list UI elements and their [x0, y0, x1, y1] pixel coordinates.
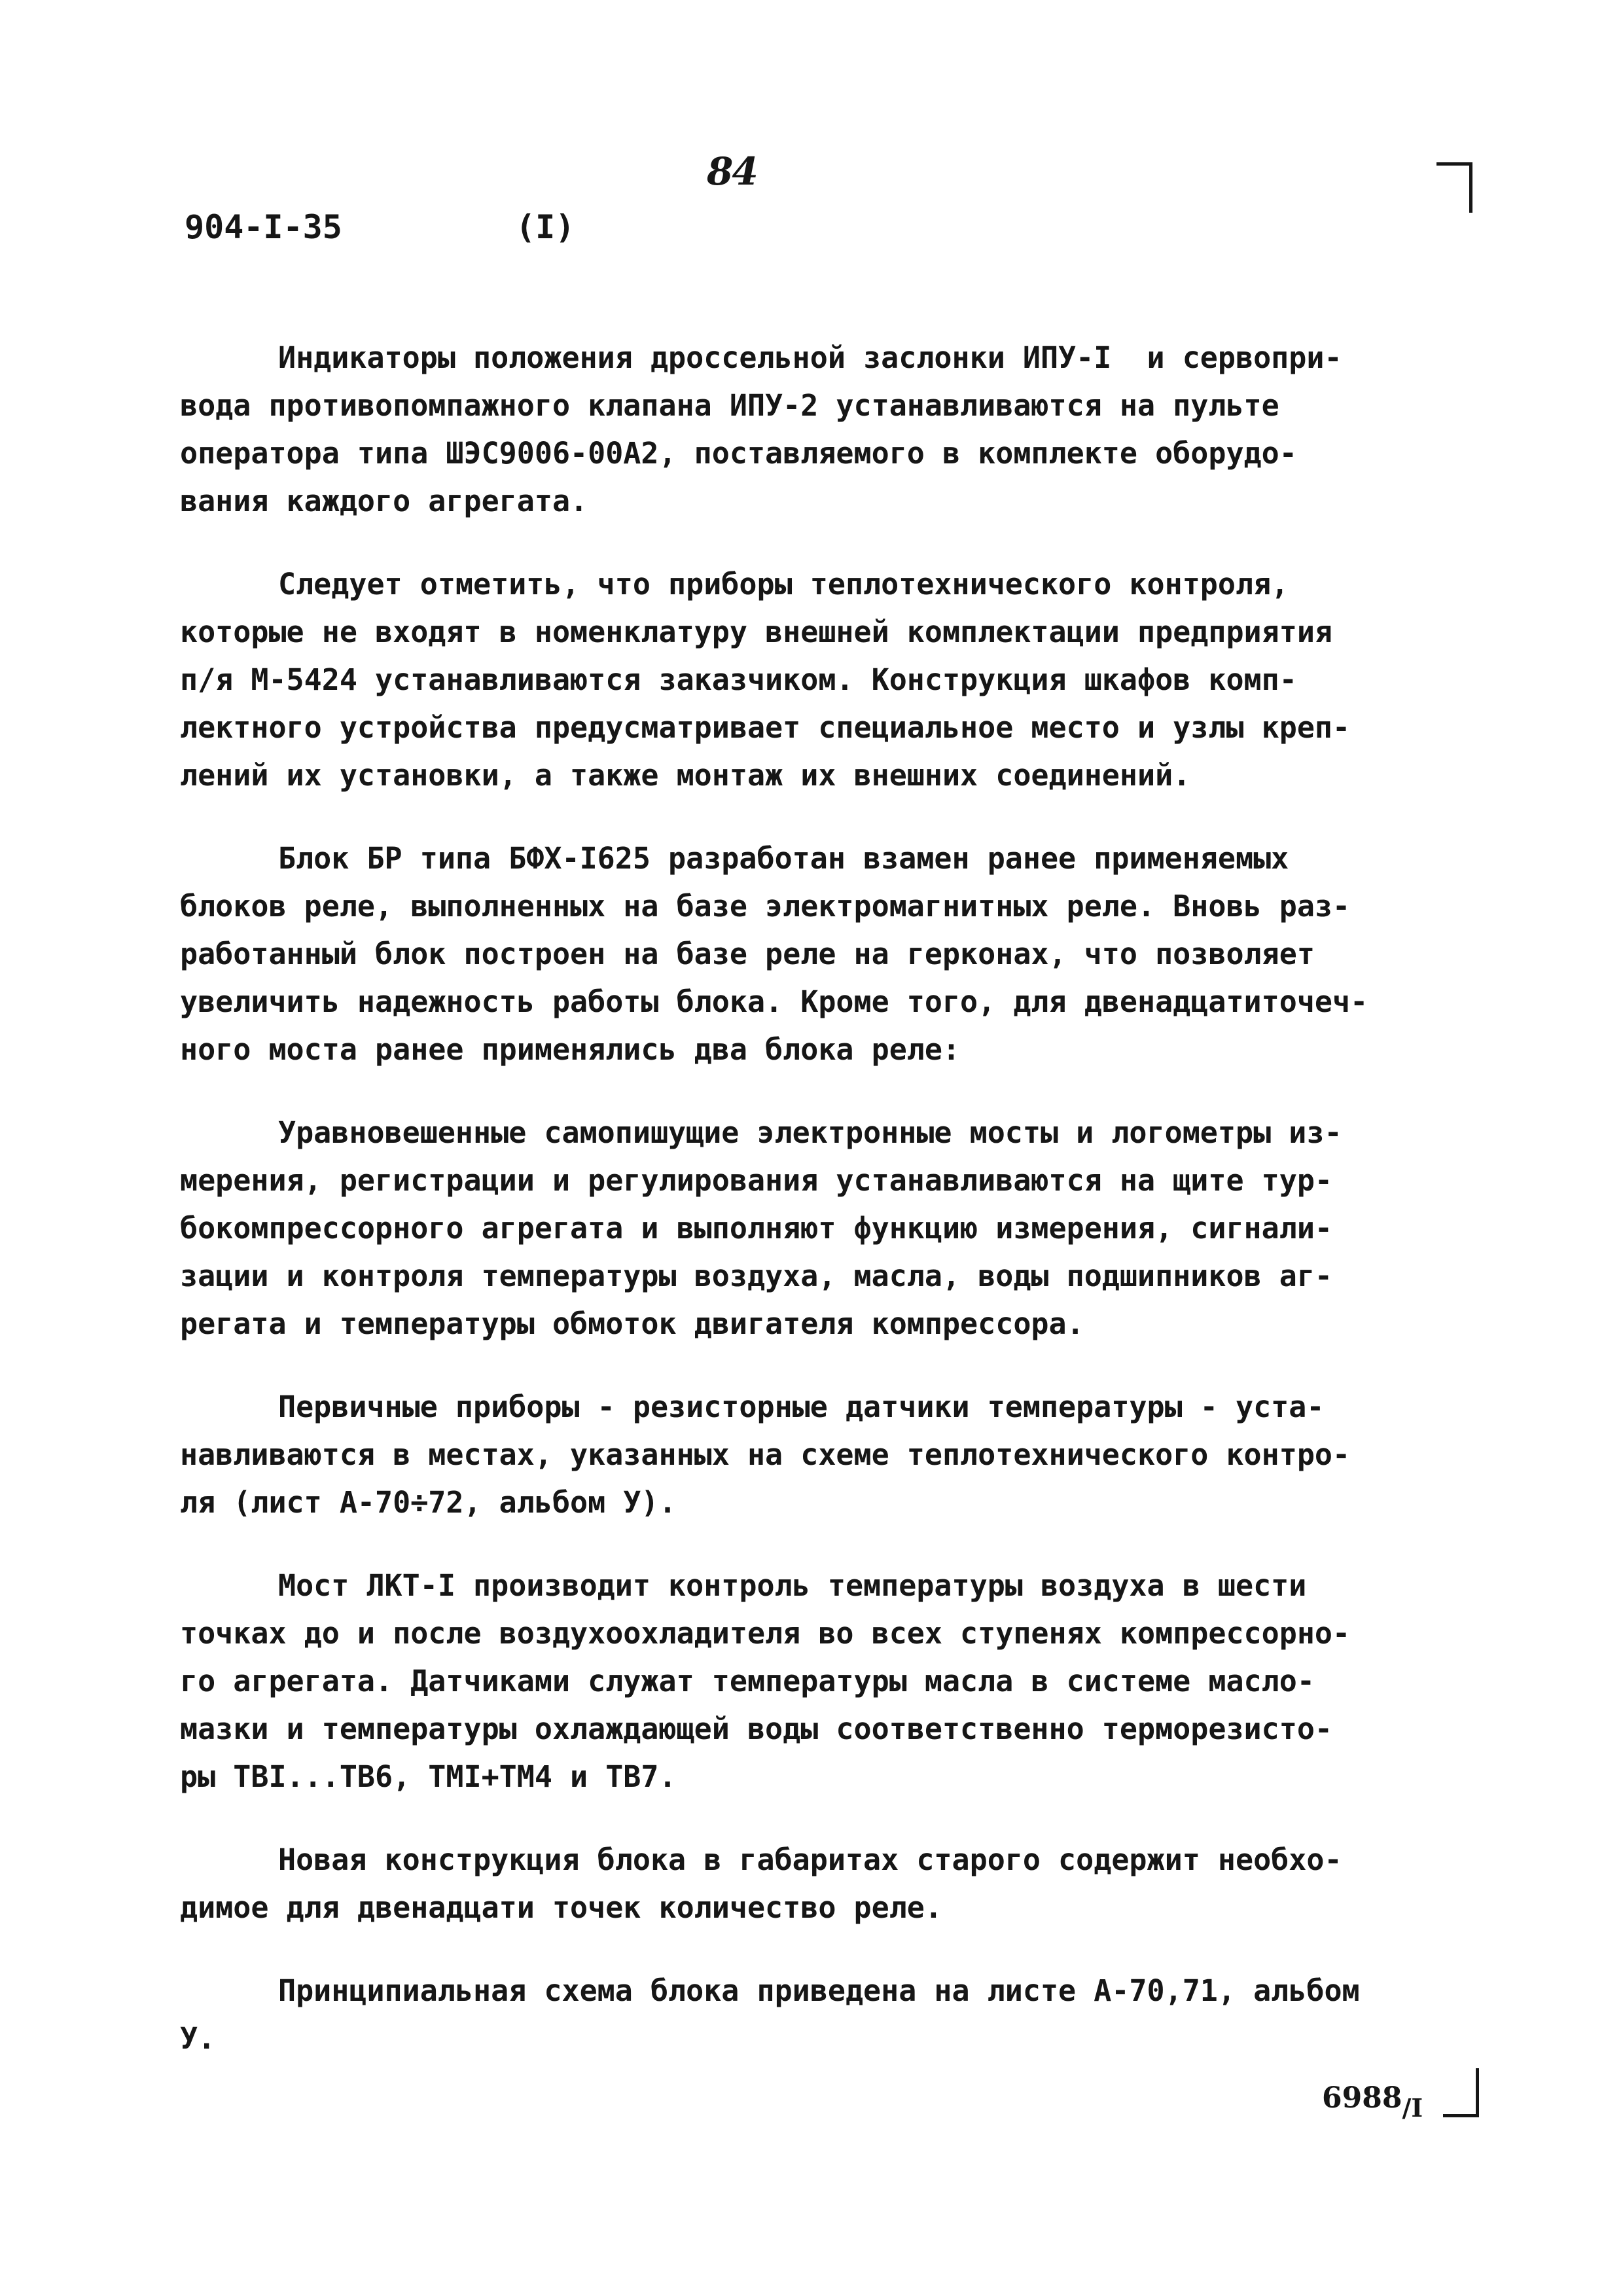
text-line: ры ТВI...ТВ6, ТМI+ТМ4 и ТВ7. [180, 1759, 677, 1794]
text-line: увеличить надежность работы блока. Кроме того, для двенадцатиточеч- [180, 984, 1368, 1019]
text-line: зации и контроля температуры воздуха, масла, воды подшипников аг- [180, 1259, 1332, 1293]
text-line: работанный блок построен на базе реле на герконах, что позволяет [180, 937, 1315, 971]
text-line: Уравновешенные самопишущие электронные мосты и логометры из- [278, 1115, 1342, 1150]
paragraph [180, 334, 1476, 525]
text-line: Принципиальная схема блока приведена на листе А-70,71, альбом [278, 1973, 1360, 2008]
text-line: п/я М-5424 устанавливаются заказчиком. Конструкция шкафов комп- [180, 662, 1297, 697]
paragraph [180, 1383, 1476, 1526]
text-line: вода противопомпажного клапана ИПУ-2 устанавливаются на пульте [180, 388, 1279, 423]
body-text [180, 334, 1476, 2098]
paragraph [180, 1109, 1476, 1348]
text-line: точках до и после воздухоохладителя во всех ступенях компрессорно- [180, 1616, 1351, 1651]
corner-mark-bottom [1443, 2068, 1479, 2117]
text-line: блоков реле, выполненных на базе электромагнитных реле. Вновь раз- [180, 889, 1351, 924]
text-line: Блок БР типа БФХ-I625 разработан взамен ранее применяемых [278, 841, 1289, 876]
sheet-code-suffix: /I [1402, 2093, 1423, 2123]
text-line: мерения, регистрации и регулирования устанавливаются на щите тур- [180, 1163, 1332, 1198]
text-line: Мост ЛКТ-I производит контроль температуры воздуха в шести [278, 1568, 1307, 1603]
paragraph [180, 1562, 1476, 1801]
sheet-code [1322, 2081, 1423, 2123]
text-line: лектного устройства предусматривает специальное место и узлы креп- [180, 710, 1351, 745]
document-code: 904-I-35 [185, 208, 342, 246]
text-line: У. [180, 2021, 216, 2056]
text-line: ного моста ранее применялись два блока реле: [180, 1032, 961, 1067]
text-line: Новая конструкция блока в габаритах старого содержит необхо- [278, 1842, 1342, 1877]
text-line: Первичные приборы - резисторные датчики температуры - уста- [278, 1390, 1325, 1424]
text-line: мазки и температуры охлаждающей воды соответственно терморезисто- [180, 1712, 1332, 1746]
text-line: го агрегата. Датчиками служат температуры масла в системе масло- [180, 1664, 1315, 1698]
text-line: бокомпрессорного агрегата и выполняют функцию измерения, сигнали- [180, 1211, 1332, 1246]
corner-mark-top [1436, 162, 1472, 213]
document-part: (I) [516, 208, 575, 246]
text-line: вания каждого агрегата. [180, 484, 588, 518]
text-line: навливаются в местах, указанных на схеме теплотехнического контро- [180, 1437, 1351, 1472]
paragraph [180, 834, 1476, 1073]
text-line: Индикаторы положения дроссельной заслонки ИПУ-I и сервопри- [278, 340, 1342, 375]
text-line: которые не входят в номенклатуру внешней комплектации предприятия [180, 615, 1332, 649]
paragraph [180, 560, 1476, 799]
sheet-code-number: 6988 [1322, 2081, 1402, 2115]
text-line: оператора типа ШЭС9006-00А2, поставляемого в комплекте оборудо- [180, 436, 1297, 471]
paragraph [180, 1836, 1476, 1931]
paragraph [180, 1967, 1476, 2062]
text-line: регата и температуры обмоток двигателя компрессора. [180, 1306, 1084, 1341]
page-number: 84 [707, 149, 757, 194]
text-line: ля (лист А-70÷72, альбом У). [180, 1485, 677, 1520]
text-line: Следует отметить, что приборы теплотехнического контроля, [278, 567, 1289, 601]
text-line: димое для двенадцати точек количество реле. [180, 1890, 942, 1925]
text-line: лений их установки, а также монтаж их внешних соединений. [180, 758, 1191, 793]
